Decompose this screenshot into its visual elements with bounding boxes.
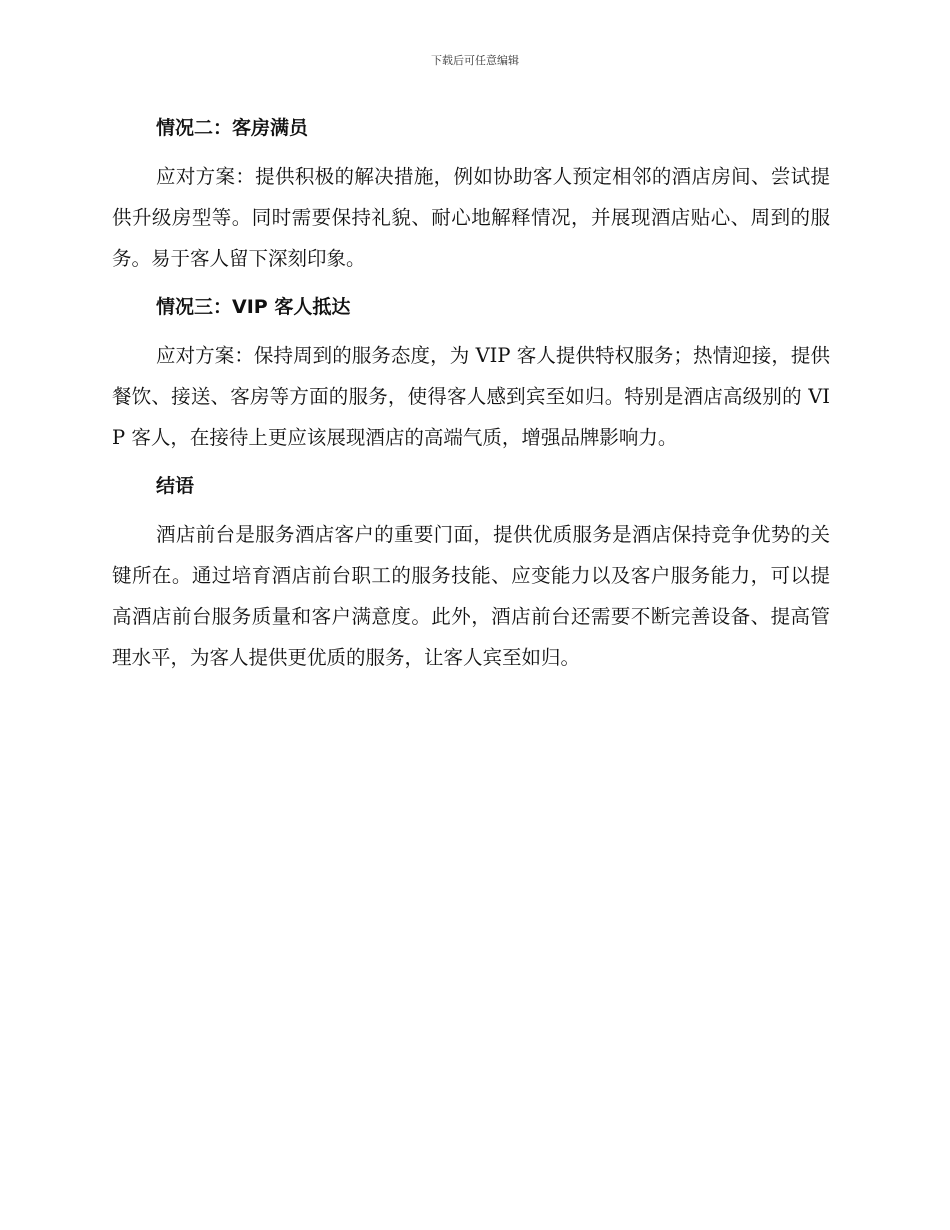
section-body-vip-arrival: 应对方案：保持周到的服务态度，为 VIP 客人提供特权服务；热情迎接，提供餐饮、接送、客房等方面的服务，使得客人感到宾至如归。特别是酒店高级别的 VIP 客人，在接待上更应该展现酒店的高端气质，增强品牌影响力。 <box>112 344 830 449</box>
section-heading-vip-arrival: 情况三：VIP 客人抵达 <box>156 296 351 318</box>
section-heading-full-rooms: 情况二：客房满员 <box>156 117 309 139</box>
section-body-full-rooms: 应对方案：提供积极的解决措施，例如协助客人预定相邻的酒店房间、尝试提供升级房型等。同时需要保持礼貌、耐心地解释情况，并展现酒店贴心、周到的服务。易于客人留下深刻印象。 <box>112 165 830 270</box>
document-body <box>112 108 830 686</box>
section-body-conclusion: 酒店前台是服务酒店客户的重要门面，提供优质服务是酒店保持竞争优势的关键所在。通过培育酒店前台职工的服务技能、应变能力以及客户服务能力，可以提高酒店前台服务质量和客户满意度。此外，酒店前台还需要不断完善设备、提高管理水平，为客人提供更优质的服务，让客人宾至如归。 <box>112 523 830 669</box>
page-header: 下载后可任意编辑 <box>431 54 519 67</box>
section-heading-conclusion: 结语 <box>156 475 195 497</box>
